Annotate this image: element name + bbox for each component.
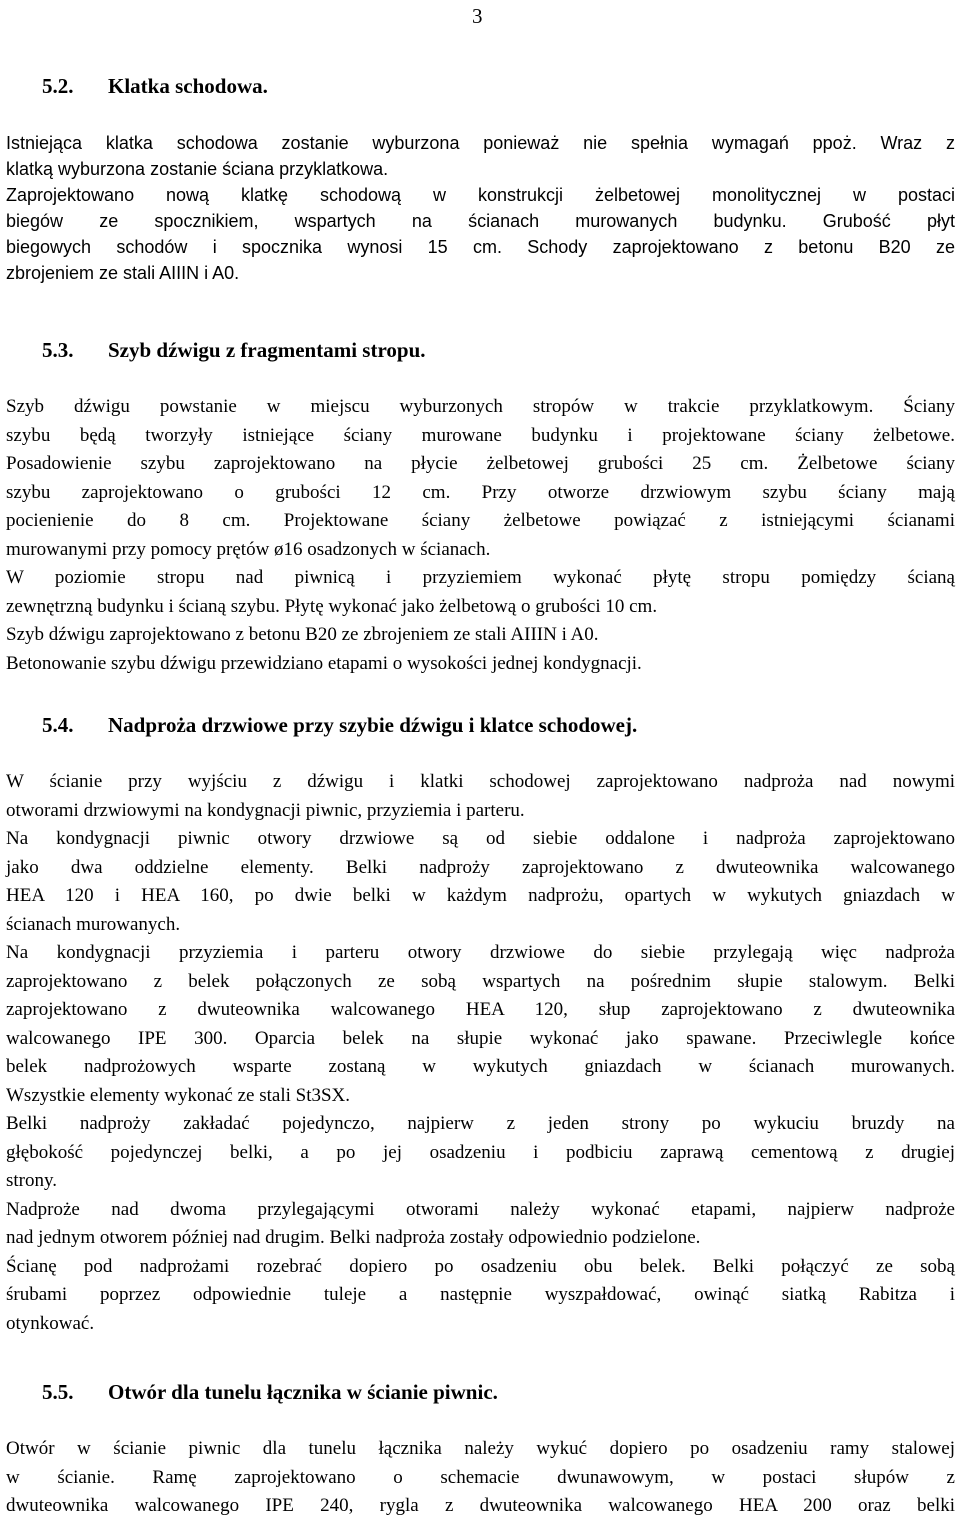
text-line: klatką wyburzona zostanie ściana przyklatkowa. xyxy=(6,159,389,179)
section-number: 5.4. xyxy=(42,713,74,737)
section-title: Szyb dźwigu z fragmentami stropu. xyxy=(108,338,426,362)
page-number: 3 xyxy=(472,4,483,28)
text-line: otynkować. xyxy=(6,1312,95,1334)
paragraph-klatka xyxy=(6,130,955,286)
text-line: belek nadprożowych wsparte zostaną w wykutych gniazdach w ścianach murowanych. xyxy=(6,1056,955,1077)
text-line: biegowych schodów i spocznika wynosi 15 cm. Schody zaprojektowano z betonu B20 ze xyxy=(6,237,955,257)
section-heading-5-4 xyxy=(42,713,637,737)
section-title: Otwór dla tunelu łącznika w ścianie piwnic. xyxy=(108,1380,498,1404)
text-line: ścianach murowanych. xyxy=(6,913,181,935)
text-line: szybu będą tworzyły istniejące ściany murowane budynku i projektowane ściany żelbetowe. xyxy=(6,424,955,446)
text-line: Belki nadproży zakładać pojedynczo, najpierw z jeden strony po wykuciu bruzdy na xyxy=(6,1113,955,1134)
text-line: zewnętrzną budynku i ścianą szybu. Płytę wykonać jako żelbetową o grubości 10 cm. xyxy=(6,595,658,617)
text-line: szybu zaprojektowano o grubości 12 cm. Przy otworze drzwiowym szybu ściany mają xyxy=(6,481,955,503)
text-line: w ścianie. Ramę zaprojektowano o schemacie dwunawowym, w postaci słupów z xyxy=(6,1466,955,1488)
text-line: Szyb dźwigu zaprojektowano z betonu B20 ze zbrojeniem ze stali AIIIN i A0. xyxy=(6,624,599,645)
section-heading-5-3 xyxy=(42,338,426,362)
text-line: Nadproże nad dwoma przylegającymi otworami należy wykonać etapami, najpierw nadproże xyxy=(6,1198,955,1220)
section-heading-5-5 xyxy=(42,1380,498,1404)
text-line: W poziomie stropu nad piwnicą i przyziemiem wykonać płytę stropu pomiędzy ścianą xyxy=(6,567,955,588)
text-line: Otwór w ścianie piwnic dla tunelu łącznika należy wykuć dopiero po osadzeniu ramy stalowej xyxy=(6,1438,955,1459)
text-line: Posadowienie szybu zaprojektowano na płycie żelbetowej grubości 25 cm. Żelbetowe ściany xyxy=(6,453,955,474)
text-line: Szyb dźwigu powstanie w miejscu wyburzonych stropów w trakcie przyklatkowym. Ściany xyxy=(6,396,955,417)
text-line: jako dwa oddzielne elementy. Belki nadproży zaprojektowano z dwuteownika walcowanego xyxy=(6,856,955,878)
text-line: dwuteownika walcowanego IPE 240, rygla z dwuteownika walcowanego HEA 200 oraz belki xyxy=(6,1495,955,1516)
text-line: walcowanego IPE 300. Oparcia belek na słupie wykonać jako spawane. Przeciwlegle końce xyxy=(6,1027,955,1049)
text-line: zaprojektowano z belek połączonych ze sobą wspartych na pośrednim słupie stalowym. Belki xyxy=(6,970,955,992)
text-line: Istniejąca klatka schodowa zostanie wyburzona ponieważ nie spełnia wymagań ppoż. Wraz z xyxy=(6,133,955,153)
text-line: Wszystkie elementy wykonać ze stali St3SX. xyxy=(6,1084,351,1106)
text-line: głębokość pojedynczej belki, a po jej osadzeniu i podbiciu zaprawą cementową z drugiej xyxy=(6,1141,955,1163)
text-line: zbrojeniem ze stali AIIIN i A0. xyxy=(6,263,240,283)
text-line: Zaprojektowano nową klatkę schodową w konstrukcji żelbetowej monolitycznej w postaci xyxy=(6,185,955,205)
paragraph-szyb xyxy=(6,393,955,678)
text-line: Na kondygnacji piwnic otwory drzwiowe są od siebie oddalone i nadproża zaprojektowano xyxy=(6,828,955,849)
text-line: HEA 120 i HEA 160, po dwie belki w każdym nadprożu, opartych w wykutych gniazdach w xyxy=(6,885,955,906)
section-title: Klatka schodowa. xyxy=(108,74,268,98)
text-line: murowanymi przy pomocy prętów ø16 osadzonych w ścianach. xyxy=(6,538,491,560)
text-line: strony. xyxy=(6,1170,58,1191)
text-line: Ścianę pod nadprożami rozebrać dopiero po osadzeniu obu belek. Belki połączyć ze sobą xyxy=(6,1255,955,1277)
section-number: 5.5. xyxy=(42,1380,74,1404)
section-title: Nadproża drzwiowe przy szybie dźwigu i klatce schodowej. xyxy=(108,713,638,737)
text-line: zaprojektowano z dwuteownika walcowanego HEA 120, słup zaprojektowano z dwuteownika xyxy=(6,999,955,1020)
section-heading-5-2 xyxy=(42,74,268,98)
text-line: nad jednym otworem później nad drugim. Belki nadproża zostały odpowiednio podzielone. xyxy=(6,1227,701,1248)
section-number: 5.2. xyxy=(42,74,74,98)
text-line: otworami drzwiowymi na kondygnacji piwnic, przyziemia i parteru. xyxy=(6,799,525,821)
text-line: śrubami poprzez odpowiednie tuleje a następnie wyszpałdować, owinąć siatką Rabitza i xyxy=(6,1284,955,1305)
text-line: W ścianie przy wyjściu z dźwigu i klatki schodowej zaprojektowano nadproża nad nowymi xyxy=(6,771,955,792)
paragraph-otwor xyxy=(6,1435,955,1521)
paragraph-nadproza xyxy=(6,768,955,1338)
section-number: 5.3. xyxy=(42,338,74,362)
text-line: pocienienie do 8 cm. Projektowane ściany żelbetowe powiązać z istniejącymi ścianami xyxy=(6,510,955,531)
text-line: biegów ze spocznikiem, wspartych na ścianach murowanych budynku. Grubość płyt xyxy=(6,211,955,231)
text-line: Na kondygnacji przyziemia i parteru otwory drzwiowe do siebie przylegają więc nadproża xyxy=(6,942,955,963)
text-line: Betonowanie szybu dźwigu przewidziano etapami o wysokości jednej kondygnacji. xyxy=(6,652,642,674)
